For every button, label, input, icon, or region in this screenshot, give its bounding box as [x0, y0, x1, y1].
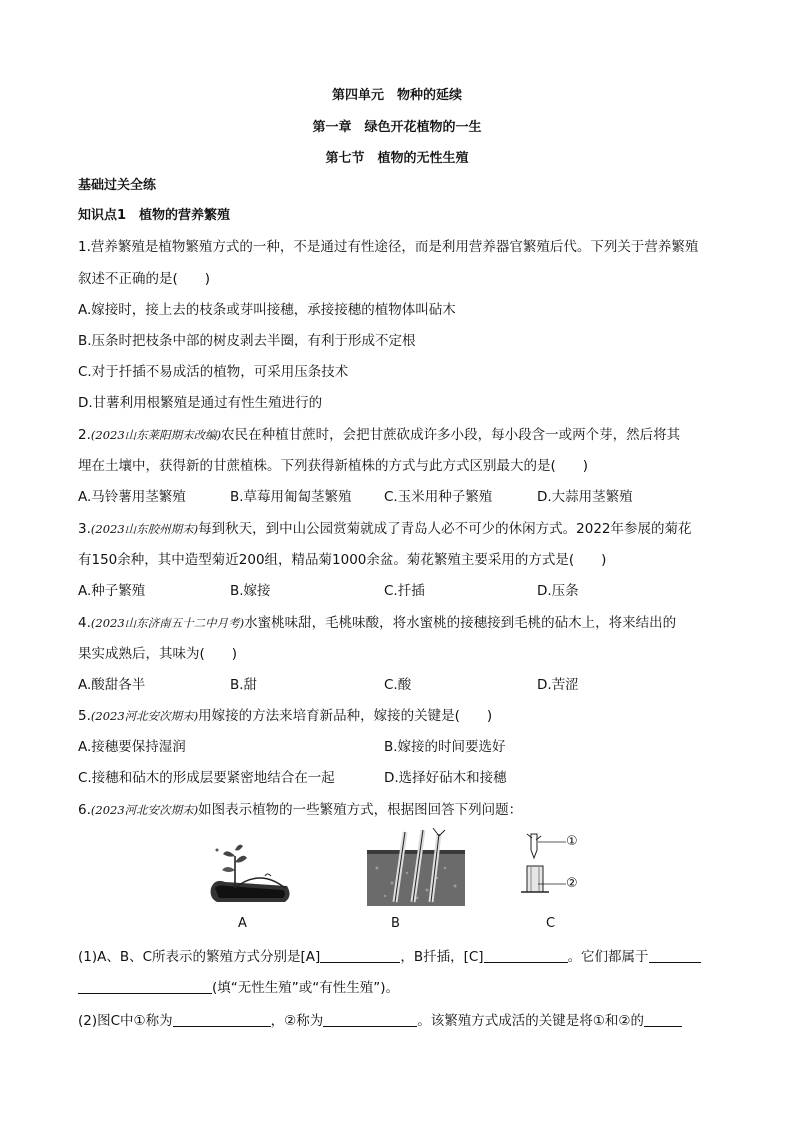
q1-option-a: A.嫁接时，接上去的枝条或芽叫接穗，承接接穗的植物体叫砧木 — [78, 302, 456, 318]
q6-sub2-blank-2[interactable] — [323, 1012, 417, 1027]
figure-c-mark-2: ② — [566, 876, 578, 891]
q4-stem-line2: 果实成熟后，其味为( ) — [78, 646, 238, 662]
q3-text: 每到秋天，到中山公园赏菊就成了青岛人必不可少的休闲方式。2022年参展的菊花 — [198, 521, 692, 537]
q2-option-c: C.玉米用种子繁殖 — [384, 489, 493, 505]
figure-c-leader-lines — [538, 832, 568, 892]
q6-sub2-line1 — [78, 1012, 682, 1030]
chapter-title: 第一章 绿色开花植物的一生 — [312, 120, 482, 135]
q6-sub1-hint: (填“无性生殖”或“有性生殖”)。 — [212, 980, 400, 996]
q2-option-b: B.草莓用匍匐茎繁殖 — [230, 489, 352, 505]
q5-option-d: D.选择好砧木和接穗 — [384, 770, 507, 786]
practice-title: 基础过关全练 — [78, 178, 157, 193]
q6-sub2-blank-3[interactable] — [644, 1012, 682, 1027]
q6-sub1-text-c: 。它们都属于 — [567, 949, 649, 965]
q3-option-d: D.压条 — [537, 583, 579, 599]
q6-stem-line1 — [78, 801, 522, 819]
figure-b-cutting-illustration — [367, 828, 465, 906]
q6-sub1-text-b: ，B扦插，[C] — [400, 949, 484, 965]
q6-sub1-text-a: (1)A、B、C所表示的繁殖方式分别是[A] — [78, 949, 321, 965]
q1-option-c: C.对于扦插不易成活的植物，可采用压条技术 — [78, 364, 349, 380]
q4-option-b: B.甜 — [230, 677, 258, 693]
figure-b-label: B — [391, 916, 400, 931]
section-title: 第七节 植物的无性生殖 — [325, 151, 469, 166]
figure-c-label: C — [546, 916, 556, 931]
q1-stem-line1: 1.营养繁殖是植物繁殖方式的一种，不是通过有性途径，而是利用营养器官繁殖后代。下列关于营养繁殖 — [78, 239, 699, 255]
q6-sub1-blank-type-cont[interactable] — [78, 979, 212, 994]
q3-stem-line1 — [78, 520, 692, 538]
q1-stem-line2: 叙述不正确的是( ) — [78, 271, 211, 287]
q3-number: 3. — [78, 521, 91, 537]
q4-option-d: D.苦涩 — [537, 677, 579, 693]
knowledge-point-title: 知识点1 植物的营养繁殖 — [78, 208, 231, 223]
q6-number: 6. — [78, 802, 91, 818]
q5-option-c: C.接穗和砧木的形成层要紧密地结合在一起 — [78, 770, 335, 786]
q5-number: 5. — [78, 708, 91, 724]
q6-sub2-blank-1[interactable] — [173, 1012, 271, 1027]
q4-option-a: A.酸甜各半 — [78, 677, 146, 693]
q2-option-a: A.马铃薯用茎繁殖 — [78, 489, 186, 505]
q6-sub1-line2 — [78, 979, 399, 997]
q4-text: 水蜜桃味甜，毛桃味酸，将水蜜桃的接穗接到毛桃的砧木上，将来结出的 — [244, 615, 677, 631]
q2-stem-line1 — [78, 426, 680, 444]
q6-sub2-text-c: 。该繁殖方式成活的关键是将①和②的 — [417, 1013, 644, 1029]
figure-c-mark-1: ① — [566, 834, 578, 849]
q6-sub1-line1 — [78, 948, 701, 966]
q4-option-c: C.酸 — [384, 677, 412, 693]
q3-stem-line2: 有150余种，其中造型菊近200组，精品菊1000余盆。菊花繁殖主要采用的方式是( ) — [78, 552, 607, 568]
q3-option-c: C.扦插 — [384, 583, 425, 599]
q5-source: (2023河北安次期末) — [90, 709, 199, 723]
q6-sub2-text-a: (2)图C中①称为 — [78, 1013, 173, 1029]
q3-option-a: A.种子繁殖 — [78, 583, 146, 599]
q5-stem-line1 — [78, 707, 492, 725]
unit-title: 第四单元 物种的延续 — [331, 88, 462, 103]
q3-option-b: B.嫁接 — [230, 583, 271, 599]
q6-source: (2023河北安次期末) — [90, 803, 199, 817]
q5-text: 用嫁接的方法来培育新品种，嫁接的关键是( ) — [198, 708, 493, 724]
q4-number: 4. — [78, 615, 91, 631]
q6-sub2-text-b: ，②称为 — [270, 1013, 324, 1029]
q6-text: 如图表示植物的一些繁殖方式，根据图回答下列问题： — [198, 802, 523, 818]
q2-source: (2023山东莱阳期末改编) — [90, 428, 222, 442]
q6-sub1-blank-c[interactable] — [484, 948, 568, 963]
q1-option-d: D.甘薯利用根繁殖是通过有性生殖进行的 — [78, 395, 323, 411]
q2-option-d: D.大蒜用茎繁殖 — [537, 489, 633, 505]
figure-a-layering-illustration — [205, 838, 295, 908]
q5-option-b: B.嫁接的时间要选好 — [384, 739, 506, 755]
q2-stem-line2: 埋在土壤中，获得新的甘蔗植株。下列获得新植株的方式与此方式区别最大的是( ) — [78, 458, 589, 474]
q2-number: 2. — [78, 427, 91, 443]
q2-text: 农民在种植甘蔗时，会把甘蔗砍成许多小段，每小段含一或两个芽，然后将其 — [221, 427, 681, 443]
figure-a-label: A — [238, 916, 247, 931]
q4-stem-line1 — [78, 614, 676, 632]
q5-option-a: A.接穗要保持湿润 — [78, 739, 186, 755]
q1-option-b: B.压条时把枝条中部的树皮剥去半圈，有利于形成不定根 — [78, 333, 416, 349]
q3-source: (2023山东胶州期末) — [90, 522, 199, 536]
q6-sub1-blank-a[interactable] — [320, 948, 400, 963]
q6-sub1-blank-type[interactable] — [649, 948, 701, 963]
q4-source: (2023山东济南五十二中月考) — [90, 616, 245, 630]
